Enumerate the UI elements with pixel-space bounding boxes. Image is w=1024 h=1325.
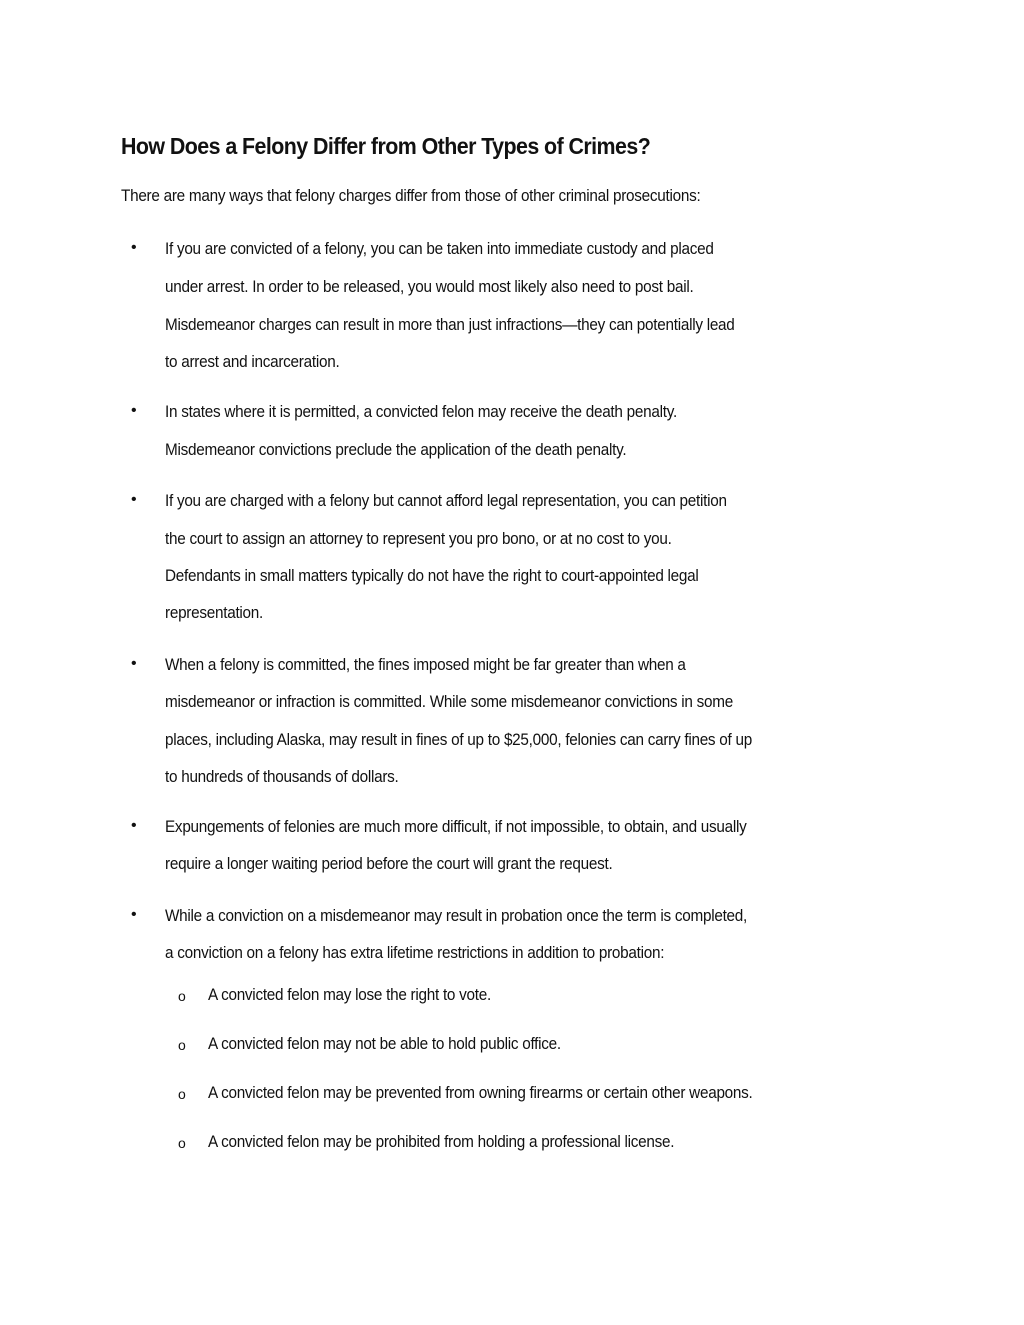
circle-bullet-icon: o	[178, 1135, 186, 1151]
list-item-line: In states where it is permitted, a convicted felon may receive the death penalty.	[165, 402, 677, 421]
sub-list-item-text: A convicted felon may lose the right to vote.	[208, 985, 491, 1004]
circle-bullet-icon: o	[178, 988, 186, 1004]
list-item-line: places, including Alaska, may result in fines of up to $25,000, felonies can carry fines of up	[165, 730, 752, 749]
list-item-line: under arrest. In order to be released, you would most likely also need to post bail.	[165, 277, 694, 296]
intro-paragraph: There are many ways that felony charges differ from those of other criminal prosecutions:	[121, 186, 701, 205]
list-item-line: representation.	[165, 603, 264, 622]
page-title: How Does a Felony Differ from Other Types of Crimes?	[121, 133, 651, 159]
sub-list-item-text: A convicted felon may be prohibited from holding a professional license.	[208, 1132, 675, 1151]
list-item-line: If you are convicted of a felony, you can be taken into immediate custody and placed	[165, 239, 714, 258]
list-item-line: When a felony is committed, the fines imposed might be far greater than when a	[165, 655, 686, 674]
bullet-icon: •	[131, 402, 137, 419]
list-item-line: If you are charged with a felony but cannot afford legal representation, you can petition	[165, 491, 727, 510]
list-item-line: misdemeanor or infraction is committed. While some misdemeanor convictions in some	[165, 692, 733, 711]
bullet-icon: •	[131, 817, 137, 834]
list-item-line: Defendants in small matters typically do not have the right to court-appointed legal	[165, 566, 699, 585]
circle-bullet-icon: o	[178, 1086, 186, 1102]
sub-list-item-text: A convicted felon may be prevented from owning firearms or certain other weapons.	[208, 1083, 753, 1102]
list-item-line: the court to assign an attorney to represent you pro bono, or at no cost to you.	[165, 529, 672, 548]
bullet-icon: •	[131, 906, 137, 923]
list-item-line: Expungements of felonies are much more difficult, if not impossible, to obtain, and usually	[165, 817, 747, 836]
list-item-line: Misdemeanor convictions preclude the application of the death penalty.	[165, 440, 627, 459]
sub-list-item-text: A convicted felon may not be able to hold public office.	[208, 1034, 561, 1053]
list-item-line: a conviction on a felony has extra lifetime restrictions in addition to probation:	[165, 943, 665, 962]
list-item-line: to hundreds of thousands of dollars.	[165, 767, 399, 786]
bullet-icon: •	[131, 239, 137, 256]
list-item-line: require a longer waiting period before the court will grant the request.	[165, 854, 613, 873]
bullet-icon: •	[131, 655, 137, 672]
list-item-line: to arrest and incarceration.	[165, 352, 340, 371]
list-item-line: While a conviction on a misdemeanor may result in probation once the term is completed,	[165, 906, 748, 925]
circle-bullet-icon: o	[178, 1037, 186, 1053]
list-item-line: Misdemeanor charges can result in more than just infractions—they can potentially lead	[165, 315, 735, 334]
bullet-icon: •	[131, 491, 137, 508]
